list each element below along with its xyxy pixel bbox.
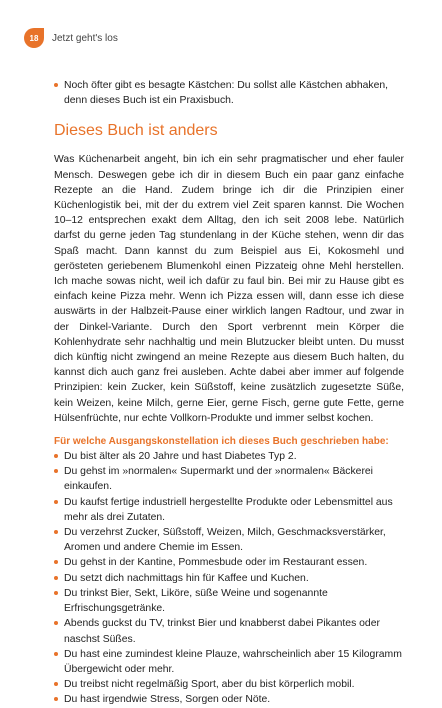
list-item-text: Noch öfter gibt es besagte Kästchen: Du sollst alle Kästchen abhaken, denn dieses Buch ist ein Praxisbuch. bbox=[64, 80, 389, 107]
list-item-text: Du verzehrst Zucker, Süßstoff, Weizen, Milch, Geschmacksverstärker, Aromen und andere Chemie im Essen. bbox=[64, 527, 386, 554]
bullet-icon bbox=[54, 83, 58, 87]
list-item bbox=[54, 677, 404, 692]
list-item-text: Du gehst im »normalen« Supermarkt und der »normalen« Bäckerei einkaufen. bbox=[64, 466, 373, 493]
bullet-icon bbox=[54, 469, 58, 473]
list-item bbox=[54, 555, 404, 570]
list-item bbox=[54, 616, 404, 646]
list-item bbox=[54, 571, 404, 586]
list-item-text: Du treibst nicht regelmäßig Sport, aber du bist körperlich mobil. bbox=[64, 679, 355, 691]
audience-bullet-list bbox=[54, 449, 404, 707]
bullet-icon bbox=[54, 454, 58, 458]
page-content bbox=[54, 78, 404, 708]
bullet-icon bbox=[54, 697, 58, 701]
list-item-text: Du hast eine zumindest kleine Plauze, wahrscheinlich aber 15 Kilogramm Übergewicht oder mehr. bbox=[64, 648, 402, 675]
bullet-icon bbox=[54, 621, 58, 625]
list-item bbox=[54, 78, 404, 108]
list-item-text: Du hast irgendwie Stress, Sorgen oder Nöte. bbox=[64, 694, 271, 706]
list-item-text: Abends guckst du TV, trinkst Bier und knabberst dabei Pikantes oder naschst Süßes. bbox=[64, 618, 380, 645]
body-paragraph: Was Küchenarbeit angeht, bin ich ein sehr pragmatischer und eher fauler Mensch. Deswegen gebe ich dir in diesem Buch ein paar ganz einfache Rezepte an die Hand. Zudem bringe ich dir die Prinzipien einer Küchenlogistik bei, mit der du extrem viel Zeit sparen kannst. Die Wochen 10–12 entsprechen exakt dem Alltag, den ich seit 2008 lebe. Natürlich darfst du gerne jeden Tag stundenlang in der Küche stehen, wenn dir das Spaß macht. Dann kannst du zum Beispiel aus Ei, Kokosmehl und gerösteten geriebenem Blumenkohl einen Pizzateig ohne Mehl herstellen. Ich mache sowas nicht, weil ich dafür zu faul bin. Bei mir zu Hause gibt es einfach keine Pizza mehr. Wenn ich Pizza essen will, dann esse ich diese auswärts in der Halbzeit-Pause einer wirklich langen Radtour, und zwar in der Dinkel-Variante. Durch den Sport verbrennt mein Körper die Kohlenhydrate sehr nachhaltig und mein Blutzucker bleibt unten. Du musst dich künftig nicht zwingend an meine Rezepte aus diesem Buch halten, du kannst dich auch ganz frei ausleben. Achte dabei aber immer auf folgende Prinzipien: kein Zucker, kein Süßstoff, keine zusätzlich zugesetzte Süße, kein Weizen, keine Milch, gerne Eier, gerne Fisch, gerne gute Fette, gerne Hülsenfrüchte, nur echte Vollkorn-Produkte und immer selbst kochen. bbox=[54, 154, 404, 424]
bullet-icon bbox=[54, 500, 58, 504]
list-item bbox=[54, 586, 404, 616]
list-item-text: Du bist älter als 20 Jahre und hast Diabetes Typ 2. bbox=[64, 451, 297, 463]
intro-bullet-list bbox=[54, 78, 404, 108]
bullet-icon bbox=[54, 576, 58, 580]
list-item bbox=[54, 495, 404, 525]
list-item bbox=[54, 525, 404, 555]
list-item-text: Du trinkst Bier, Sekt, Liköre, süße Weine und sogenannte Erfrischungsgetränke. bbox=[64, 587, 328, 615]
bullet-icon bbox=[54, 682, 58, 686]
audience-heading: Für welche Ausgangskonstellation ich dieses Buch geschrieben habe: bbox=[54, 436, 389, 448]
bullet-icon bbox=[54, 652, 58, 656]
section-title: Dieses Buch ist anders bbox=[54, 122, 218, 140]
list-item bbox=[54, 449, 404, 464]
list-item bbox=[54, 692, 404, 707]
bullet-icon bbox=[54, 530, 58, 534]
list-item bbox=[54, 647, 404, 677]
page-number-badge: 18 bbox=[24, 28, 44, 48]
running-header-title: Jetzt geht's los bbox=[52, 33, 118, 44]
list-item-text: Du kaufst fertige industriell hergestellte Produkte oder Lebensmittel aus mehr als drei Zutaten. bbox=[64, 496, 393, 523]
list-item-text: Du setzt dich nachmittags hin für Kaffee und Kuchen. bbox=[64, 572, 309, 584]
list-item bbox=[54, 464, 404, 494]
list-item-text: Du gehst in der Kantine, Pommesbude oder im Restaurant essen. bbox=[64, 557, 368, 569]
bullet-icon bbox=[54, 591, 58, 595]
bullet-icon bbox=[54, 560, 58, 564]
